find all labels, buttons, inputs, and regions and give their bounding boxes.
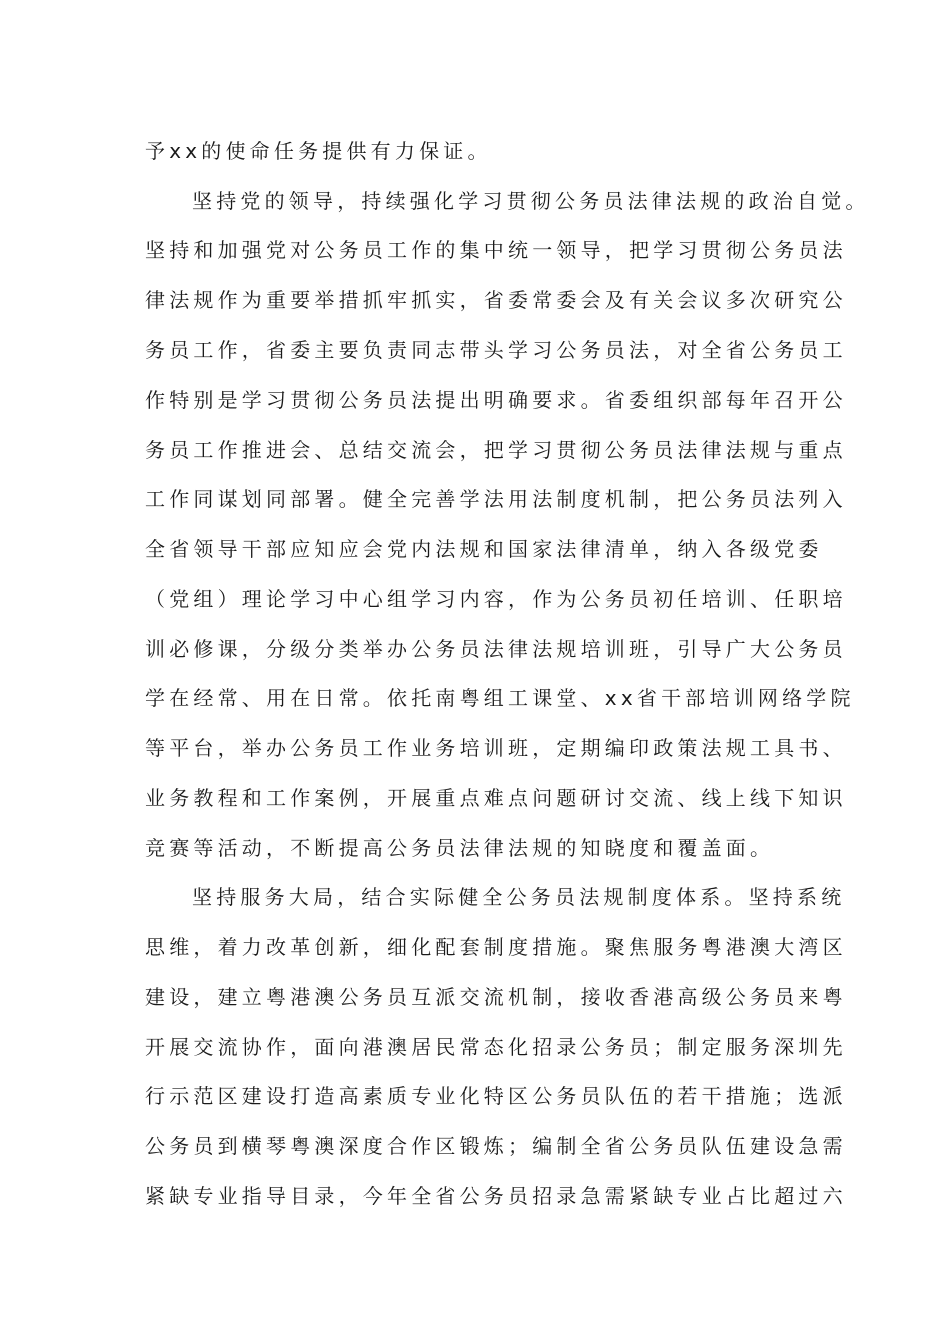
- text-line: 开展交流协作，面向港澳居民常态化招录公务员；制定服务深圳先: [145, 1035, 847, 1059]
- text-line: （党组）理论学习中心组学习内容，作为公务员初任培训、任职培: [145, 587, 847, 611]
- text-line: 行示范区建设打造高素质专业化特区公务员队伍的若干措施；选派: [145, 1084, 847, 1108]
- text-line: 作特别是学习贯彻公务员法提出明确要求。省委组织部每年召开公: [145, 388, 847, 412]
- text-line: 建设，建立粤港澳公务员互派交流机制，接收香港高级公务员来粤: [145, 985, 847, 1009]
- text-line: 予xx的使命任务提供有力保证。: [145, 139, 492, 163]
- text-line: 工作同谋划同部署。健全完善学法用法制度机制，把公务员法列入: [145, 487, 847, 511]
- text-line: 坚持和加强党对公务员工作的集中统一领导，把学习贯彻公务员法: [145, 238, 847, 262]
- text-line: 紧缺专业指导目录，今年全省公务员招录急需紧缺专业占比超过六: [145, 1184, 847, 1208]
- text-line: 竞赛等活动，不断提高公务员法律法规的知晓度和覆盖面。: [145, 836, 775, 860]
- text-line: 思维，着力改革创新，细化配套制度措施。聚焦服务粤港澳大湾区: [145, 935, 847, 959]
- text-line: 等平台，举办公务员工作业务培训班，定期编印政策法规工具书、: [145, 736, 847, 760]
- text-line: 公务员到横琴粤澳深度合作区锻炼；编制全省公务员队伍建设急需: [145, 1134, 847, 1158]
- text-line: 学在经常、用在日常。依托南粤组工课堂、xx省干部培训网络学院: [145, 686, 855, 710]
- text-line: 律法规作为重要举措抓牢抓实，省委常委会及有关会议多次研究公: [145, 288, 847, 312]
- text-line: 全省领导干部应知应会党内法规和国家法律清单，纳入各级党委: [145, 537, 823, 561]
- text-line: 务员工作推进会、总结交流会，把学习贯彻公务员法律法规与重点: [145, 438, 847, 462]
- paragraph-first-line: 坚持服务大局，结合实际健全公务员法规制度体系。坚持系统: [192, 885, 846, 909]
- text-line: 业务教程和工作案例，开展重点难点问题研讨交流、线上线下知识: [145, 786, 847, 810]
- text-line: 务员工作，省委主要负责同志带头学习公务员法，对全省公务员工: [145, 338, 847, 362]
- text-line: 训必修课，分级分类举办公务员法律法规培训班，引导广大公务员: [145, 637, 847, 661]
- paragraph-first-line: 坚持党的领导，持续强化学习贯彻公务员法律法规的政治自觉。: [192, 189, 870, 213]
